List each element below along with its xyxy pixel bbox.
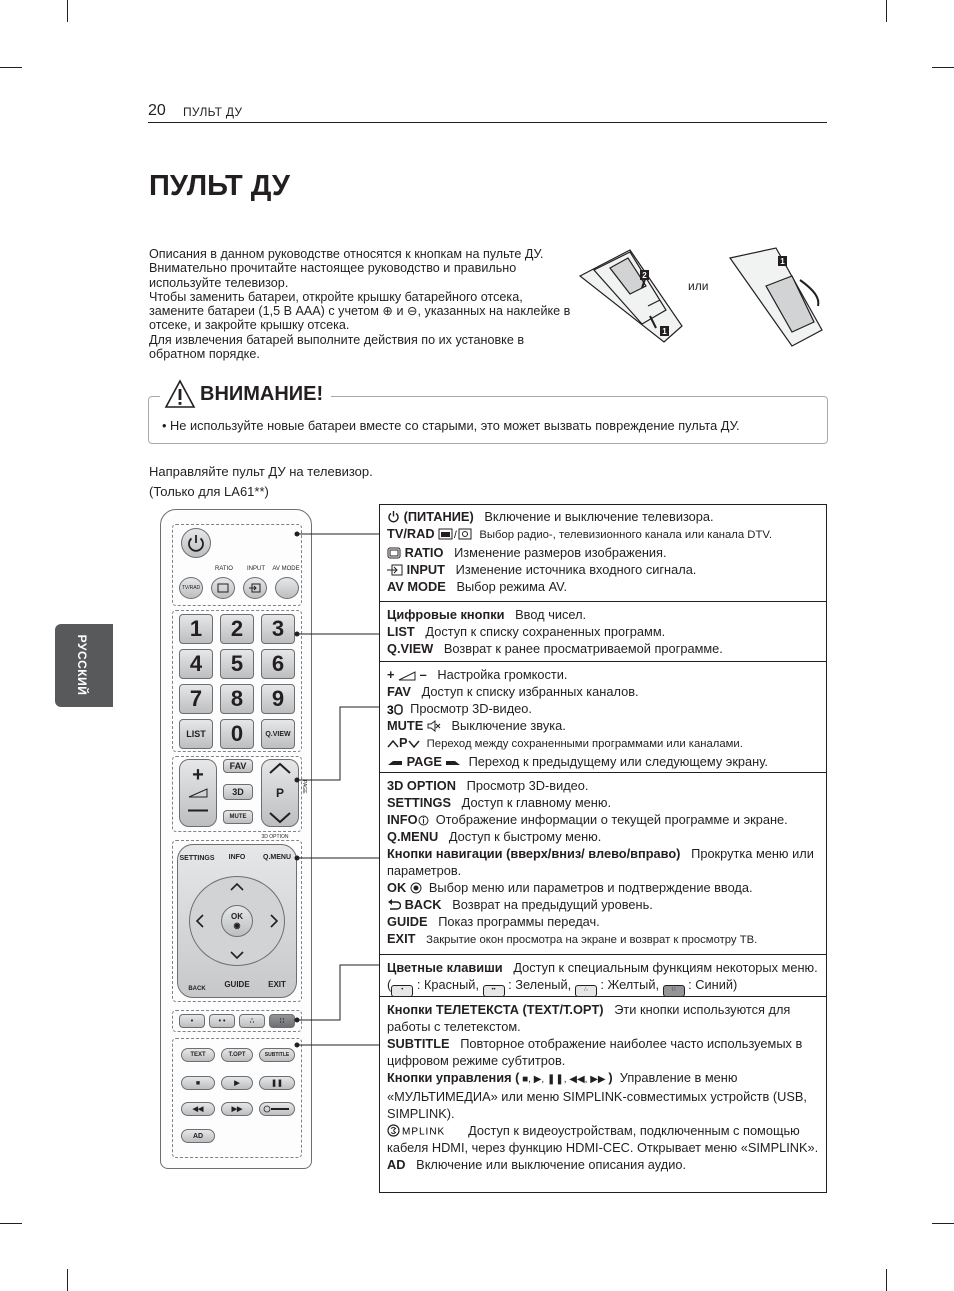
svg-text:MPLINK: MPLINK [402,1126,446,1137]
svg-text:3: 3 [387,703,394,715]
row-line: RATIO Изменение размеров изображения. [387,544,819,561]
table-row [380,954,826,996]
page-number: 20 [148,102,166,119]
blue-color-button: ∷ [269,1014,295,1028]
qmenu-button: Q.MENU [263,854,291,861]
key-0: 0 [220,719,254,749]
row-line: + – Настройка громкости. [387,667,568,682]
table-row [380,996,826,1192]
row-line: Цифровые кнопки Ввод чисел. [387,607,587,622]
chevron-down-icon [408,739,420,749]
row-line: INPUT Изменение источника входного сигнала. [387,561,819,578]
volume-icon [398,671,416,681]
row-line: P Переход между сохраненными программами или каналами. [387,734,819,753]
row-line: Кнопки управления ( ■, ▶, ❚❚, ◀◀, ▶▶ ) Управление в меню «МУЛЬТИМЕДИА» или меню SIMPLINK-совместимых устройств (USB, SIMPLINK). [387,1070,807,1121]
row-line: FAV Доступ к списку избранных каналов. [387,684,639,699]
back-button: BACK [188,986,206,992]
topt-button: T.OPT [221,1048,253,1062]
step-1-label: 1 [780,257,785,266]
key-2: 2 [220,614,254,644]
row-line: MPLINK Доступ к видеоустройствам, подключенным с помощью кабеля HDMI, через функцию HDMI-CEC. Открывает меню «SIMPLINK». [387,1123,819,1155]
row-line: Кнопки навигации (вверх/вниз/ влево/вправо) Прокрутка меню или параметров. [387,846,814,878]
red-key-icon: • [391,985,413,997]
3d-icon [387,703,403,715]
row-line: SETTINGS Доступ к главному меню. [387,795,612,810]
page-label: PAGE [301,780,307,794]
3d-button: 3D [223,784,253,800]
table-row [380,661,826,772]
model-note: (Только для LA61**) [149,484,269,499]
key-9: 9 [261,684,295,714]
key-6: 6 [261,649,295,679]
guide-button: GUIDE [224,980,250,989]
table-row [380,772,826,954]
row-line: OK Выбор меню или параметров и подтверждение ввода. [387,880,753,895]
info-button: INFO [228,854,246,861]
row-line: 3 Просмотр 3D-видео. [387,701,532,716]
forward-button: ▶▶ [221,1102,253,1116]
caution-title: ВНИМАНИЕ! [200,382,324,405]
row-line: BACK Возврат на предыдущий уровень. [387,896,819,913]
row-line: PAGE Переход к предыдущему или следующему экрану. [387,753,819,770]
ad-button: AD [181,1129,215,1143]
tvrad-button: TV/RAD [179,577,203,599]
volume-rocker: + — [179,759,217,827]
row-line: INFO Отображение информации о текущей программе и экране. [387,812,788,827]
key-4: 4 [179,649,213,679]
3d-option-label: 3D OPTION [261,834,289,840]
avmode-label: AV MODE [272,566,300,572]
back-icon [387,899,401,911]
play-button: ▶ [221,1076,253,1090]
rewind-button: ◀◀ [181,1102,215,1116]
yellow-key-icon: ∴ [575,985,597,997]
key-3: 3 [261,614,295,644]
step-1-label: 1 [662,327,667,336]
ratio-label: RATIO [215,566,233,572]
simplink-icon [387,1124,461,1137]
intro-paragraph: Для извлечения батарей выполните действия по их установке в обратном порядке. [149,332,525,362]
fav-button: FAV [223,759,253,773]
page-down-icon [445,758,461,768]
power-icon [387,510,400,523]
key-5: 5 [220,649,254,679]
key-8: 8 [220,684,254,714]
row-line: TV/RAD / Выбор радио-, телевизионного канала или канала DTV. [387,526,772,541]
row-line: EXIT Закрытие окон просмотра на экране и возврат к просмотру ТВ. [387,931,758,946]
yellow-color-button: ∴ [239,1014,265,1028]
chevron-up-icon [387,739,399,749]
or-label: или [688,279,709,293]
input-icon [387,564,403,576]
language-tab: РУССКИЙ [55,624,113,707]
playback-icons: ■, ▶, ❚❚, ◀◀, ▶▶ [519,1074,609,1085]
row-line: Q.VIEW Возврат к ранее просматриваемой программе. [387,641,723,656]
stop-button: ■ [181,1076,215,1090]
svg-text:/: / [454,530,457,540]
settings-button: SETTINGS [179,855,215,862]
aim-instruction: Направляйте пульт ДУ на телевизор. [149,464,373,479]
row-line: AD Включение или выключение описания аудио. [387,1157,687,1172]
intro-paragraph: Чтобы заменить батареи, откройте крышку батарейного отсека, замените батареи (1,5 В AAA) с учетом ⊕ и ⊖, указанных на наклейке в отсеке, и закройте крышку отсека. [149,289,571,333]
tv-radio-icon [438,528,472,540]
qview-button: Q.VIEW [261,719,295,749]
table-row [380,505,826,601]
ok-icon [410,882,422,894]
green-color-button: • • [209,1014,235,1028]
row-line: AV MODE Выбор режима AV. [387,579,568,594]
intro-paragraph: Описания в данном руководстве относятся к кнопкам на пульте ДУ. [149,247,544,261]
red-color-button: • [179,1014,205,1028]
running-title: ПУЛЬТ ДУ [183,105,243,119]
key-7: 7 [179,684,213,714]
row-line: Кнопки ТЕЛЕТЕКСТА (TEXT/T.OPT) Эти кнопки используются для работы с телетекстом. [387,1002,791,1034]
ratio-icon [387,547,401,559]
text-button: TEXT [181,1048,215,1062]
row-line: (ПИТАНИЕ) Включение и выключение телевизора. [387,508,819,525]
row-line: 3D OPTION Просмотр 3D-видео. [387,778,589,793]
page-up-icon [387,758,403,768]
blue-key-icon: ∷ [663,985,685,997]
row-line: SUBTITLE Повторное отображение наиболее часто используемых в цифровом режиме субтитров. [387,1036,803,1068]
exit-button: EXIT [268,980,286,989]
green-key-icon: •• [483,985,505,997]
row-line: GUIDE Показ программы передач. [387,914,600,929]
row-line: MUTE Выключение звука. [387,718,566,733]
step-2-label: 2 [642,271,647,280]
list-button: LIST [179,719,213,749]
mute-icon [427,720,441,732]
ok-button: OK ◉ [221,905,253,937]
button-description-table [379,504,827,1193]
caution-text: • Не используйте новые батареи вместе со старыми, это может вызвать повреждение пульта ДУ. [162,418,740,433]
mute-button: MUTE [223,810,253,824]
row-line: Цветные клавиши Доступ к специальным функциям некоторых меню. ( • : Красный, •• : Зеленый, ∴ : Желтый, ∷ : Синий) [387,959,819,997]
program-rocker: P [261,759,299,827]
table-row [380,601,826,661]
subtitle-button: SUBTITLE [259,1048,295,1062]
page-title: ПУЛЬТ ДУ [149,170,290,202]
key-1: 1 [179,614,213,644]
intro-paragraph: Внимательно прочитайте настоящее руководство и правильно используйте телевизор. [149,261,517,290]
input-label: INPUT [247,566,265,572]
pause-button: ❚❚ [259,1076,295,1090]
row-line: LIST Доступ к списку сохраненных программ. [387,624,666,639]
info-icon [418,815,429,826]
row-line: Q.MENU Доступ к быстрому меню. [387,829,602,844]
